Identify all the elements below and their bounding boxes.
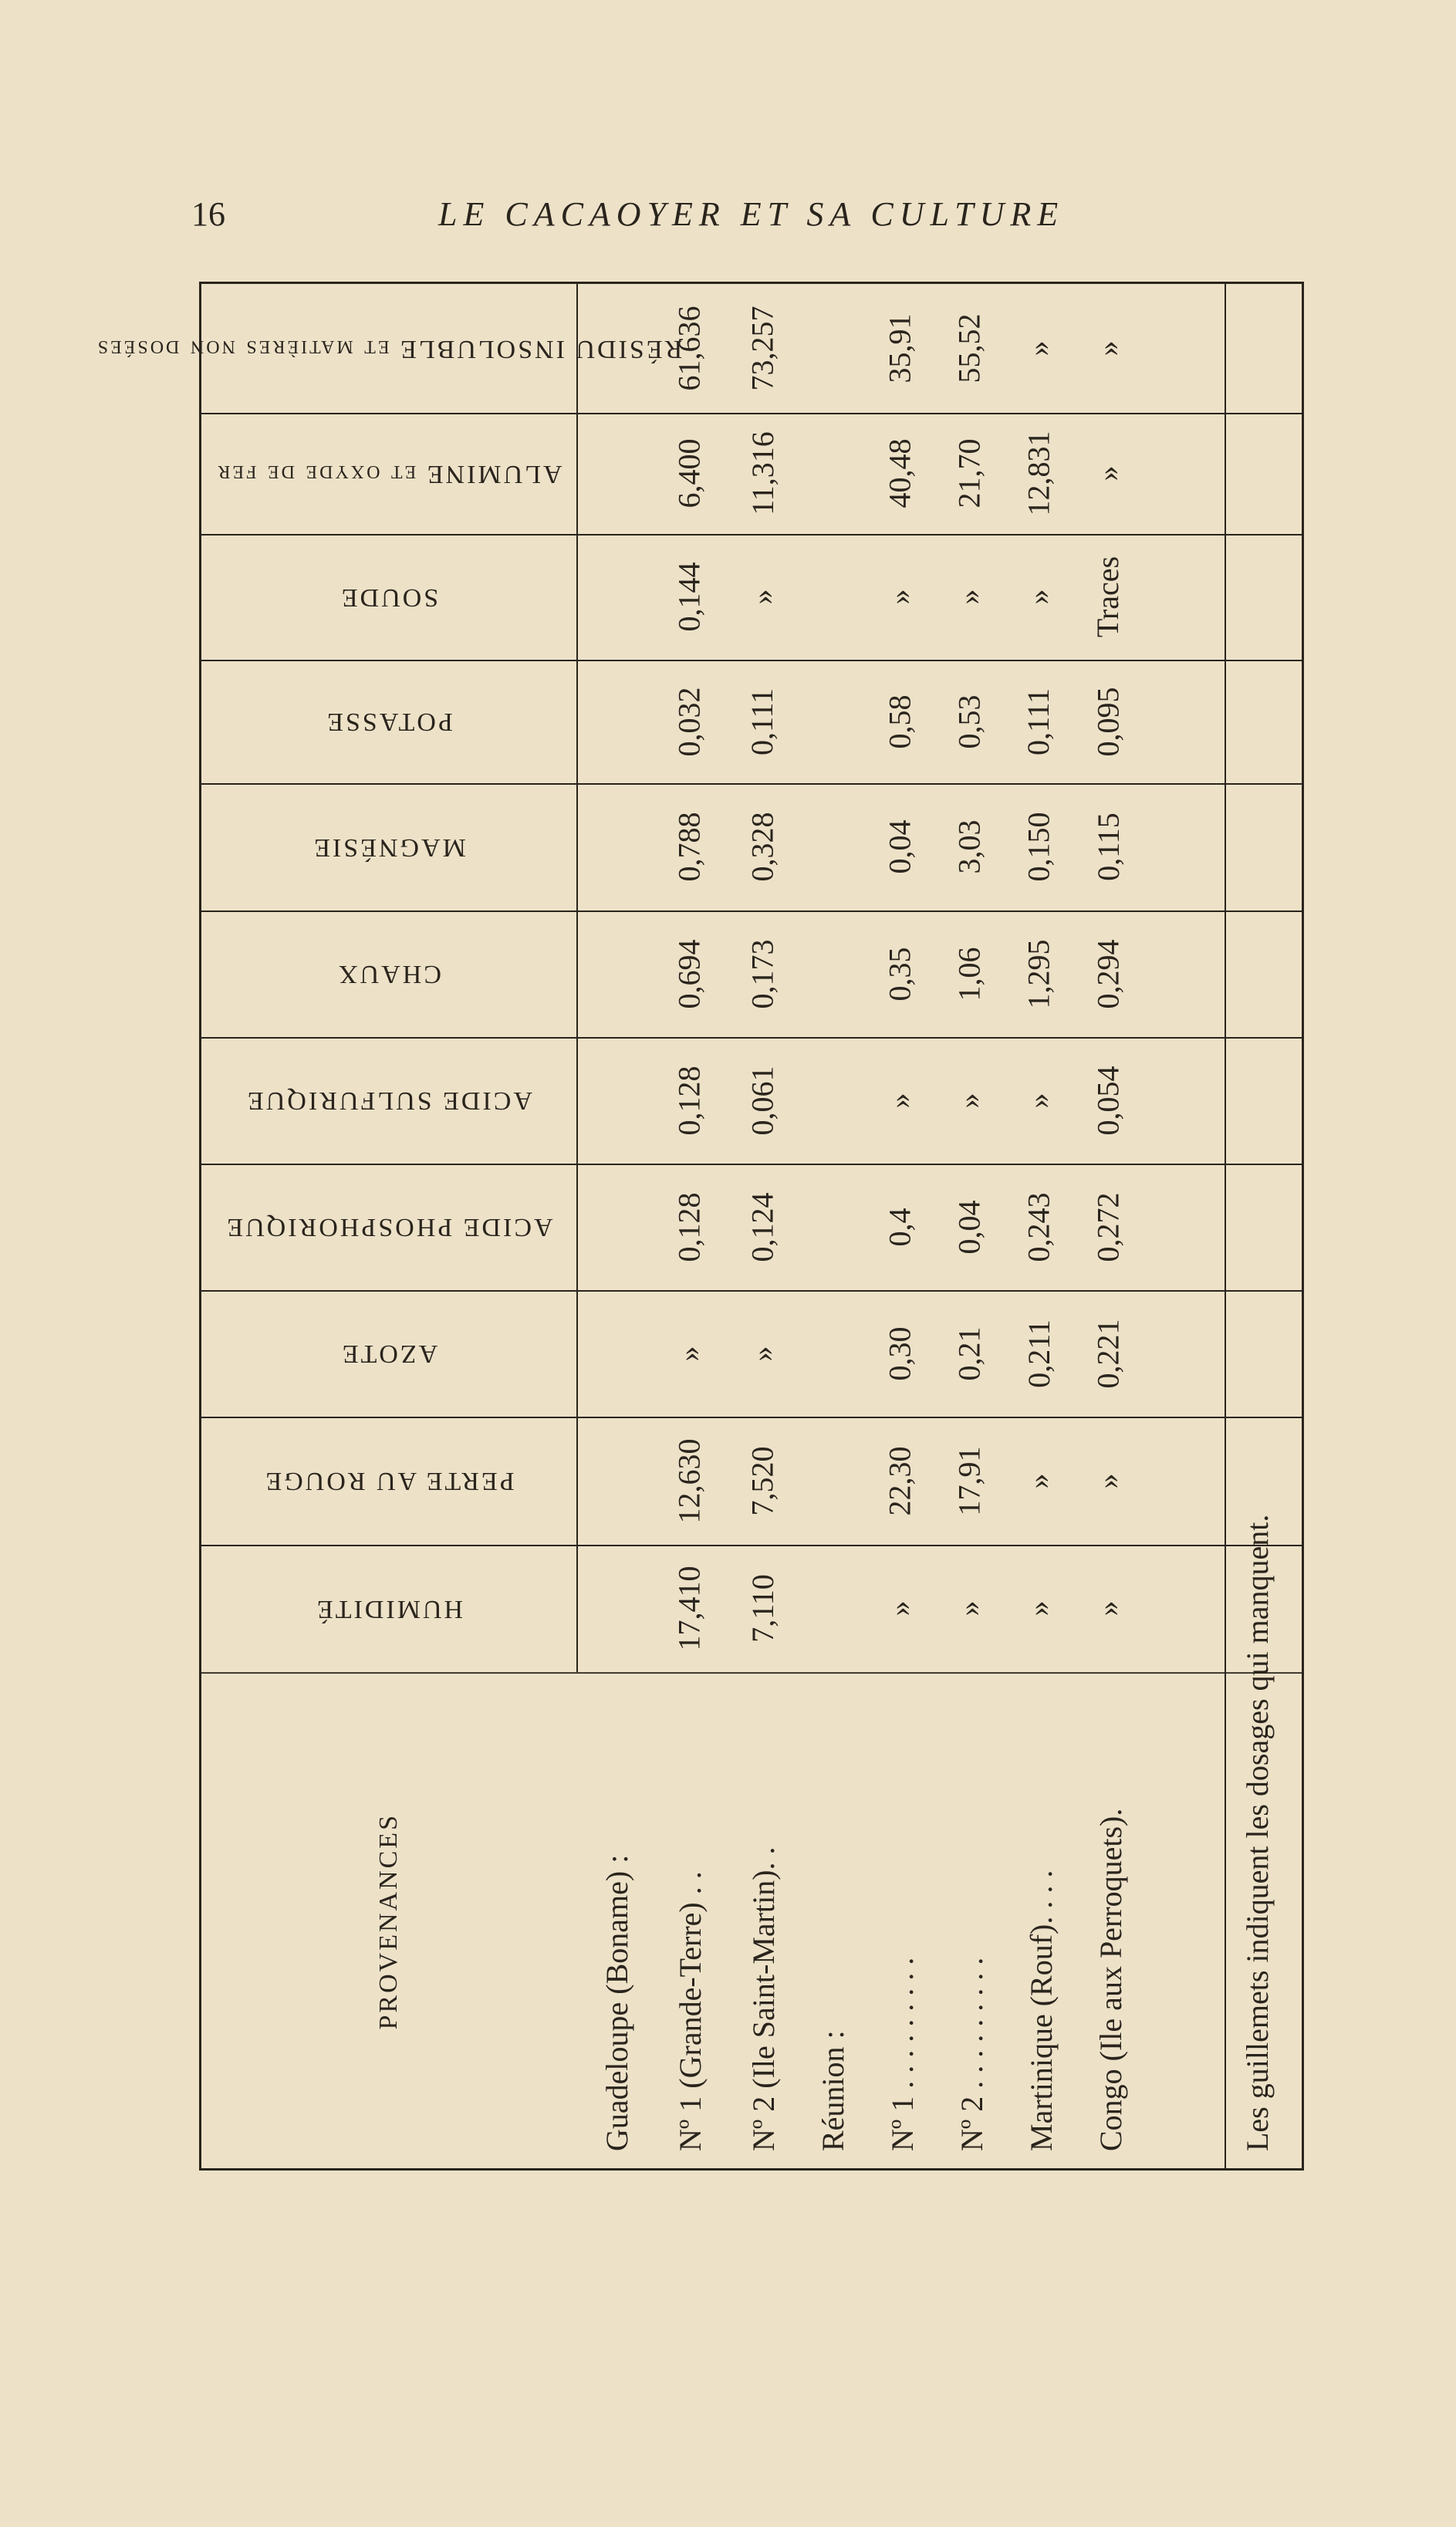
provenance-label: Nº 1 (Grande-Terre) . . xyxy=(673,1871,708,2151)
table-cell: » xyxy=(671,1346,707,1361)
table-cell: » xyxy=(1090,1600,1126,1617)
column-header-alumine: ALUMINE et oxyde de fer xyxy=(215,459,562,488)
provenance-label: Réunion : xyxy=(816,2030,850,2151)
column-header-acide-sulfurique: ACIDE SULFURIQUE xyxy=(245,1086,532,1116)
table-cell: 73,257 xyxy=(745,306,780,391)
table-cell: 0,243 xyxy=(1021,1192,1056,1262)
table-cell: » xyxy=(1021,340,1056,356)
table-cell: 0,211 xyxy=(1021,1319,1056,1388)
table-cell: 22,30 xyxy=(882,1446,917,1515)
table-cell: » xyxy=(1090,340,1126,356)
table-cell: 0,04 xyxy=(951,1200,987,1254)
header-cell xyxy=(201,1417,576,1545)
table-cell: 0,032 xyxy=(671,687,707,756)
table-cell: 55,52 xyxy=(951,313,987,383)
table-cell: » xyxy=(951,589,987,605)
table-cell: » xyxy=(1021,1600,1056,1617)
table-cell: » xyxy=(1090,1473,1126,1488)
table-cell: 0,294 xyxy=(1090,939,1126,1008)
table-cell: 0,128 xyxy=(671,1066,707,1135)
header-cell xyxy=(201,1672,576,2171)
header-cell xyxy=(201,660,576,783)
table-cell: 0,328 xyxy=(745,812,780,882)
table-cell: 0,4 xyxy=(882,1208,917,1246)
provenance-label: Nº 2 (Ile Saint-Martin). . xyxy=(746,1846,781,2151)
table-cell: 61,636 xyxy=(671,306,707,391)
table-cell: 0,111 xyxy=(1021,687,1056,755)
column-header-provenances: PROVENANCES xyxy=(373,1812,403,2030)
provenance-label: Nº 2 . . . . . . . . . xyxy=(954,1957,989,2151)
header-cell xyxy=(201,534,576,660)
table-cell: 6,400 xyxy=(671,438,707,508)
table-cell: 0,221 xyxy=(1090,1319,1126,1388)
table-cell: 0,150 xyxy=(1021,812,1056,882)
table-cell: 0,095 xyxy=(1090,687,1126,756)
header-cell xyxy=(201,1164,576,1290)
table-cell: » xyxy=(951,1600,987,1617)
header-cell xyxy=(201,1037,576,1164)
table-cell: 7,520 xyxy=(745,1446,780,1515)
table-cell: 0,21 xyxy=(951,1326,987,1380)
column-header-magnesie: MAGNÉSIE xyxy=(312,833,466,862)
table-cell: » xyxy=(1021,1093,1056,1108)
column-header-acide-phosphorique: ACIDE PHOSPHORIQUE xyxy=(225,1213,553,1242)
table-cell: 0,788 xyxy=(671,812,707,882)
footnote-separator xyxy=(1225,284,1226,2171)
column-header-perte-au-rouge: PERTE AU ROUGE xyxy=(263,1467,515,1496)
table-cell: 7,110 xyxy=(745,1574,780,1643)
table-cell: 0,694 xyxy=(671,939,707,1008)
table-cell: 0,58 xyxy=(882,694,917,748)
table-cell: » xyxy=(745,1346,780,1361)
column-header-azote: AZOTE xyxy=(340,1340,438,1369)
table-cell: 0,53 xyxy=(951,694,987,748)
column-header-potasse: POTASSE xyxy=(325,708,453,737)
table-cell: 0,061 xyxy=(745,1066,780,1135)
column-header-residu: RÉSIDU INSOLUBLE et matières non dosées xyxy=(95,334,683,363)
analysis-table xyxy=(95,282,1304,2171)
table-cell: 0,144 xyxy=(671,562,707,632)
header-separator xyxy=(576,284,578,1672)
provenance-label: Congo (Ile aux Perroquets). xyxy=(1093,1808,1128,2151)
column-header-humidite: HUMIDITÉ xyxy=(314,1594,464,1623)
column-header-soude: SOUDE xyxy=(339,583,439,612)
running-title: LE CACAOYER ET SA CULTURE xyxy=(438,195,1065,233)
table-cell: 11,316 xyxy=(745,431,780,515)
table-cell: » xyxy=(882,1093,917,1108)
table-cell: Traces xyxy=(1090,556,1126,638)
header-cell xyxy=(201,1290,576,1417)
column-header-chaux: CHAUX xyxy=(336,960,441,989)
table-cell: 21,70 xyxy=(951,438,987,508)
page-number: 16 xyxy=(191,195,225,233)
table-cell: » xyxy=(1021,1473,1056,1488)
table-cell: 0,115 xyxy=(1090,812,1126,881)
table-cell: 40,48 xyxy=(882,438,917,508)
table-cell: 35,91 xyxy=(882,313,917,383)
table-cell: 0,111 xyxy=(745,687,780,755)
header-cell xyxy=(201,1545,576,1672)
page-header xyxy=(191,194,1102,241)
table-cell: » xyxy=(1021,589,1056,605)
table-cell: » xyxy=(882,1600,917,1617)
table-cell: » xyxy=(1090,465,1126,481)
table-cell: 0,35 xyxy=(882,947,917,1001)
header-cell xyxy=(201,413,576,534)
table-cell: 0,272 xyxy=(1090,1192,1126,1262)
table-cell: » xyxy=(882,589,917,605)
table-cell: » xyxy=(951,1093,987,1108)
provenance-label: Nº 1 . . . . . . . . . xyxy=(885,1957,920,2151)
footnote: Les guillemets indiquent les dosages qui manquent. xyxy=(1240,1514,1275,2151)
provenance-label: Martinique (Rouf). . . . xyxy=(1024,1870,1059,2151)
table-cell: 0,128 xyxy=(671,1192,707,1262)
table-cell: 0,124 xyxy=(745,1192,780,1262)
table-cell: 3,03 xyxy=(951,819,987,874)
table-cell: 12,831 xyxy=(1021,431,1056,516)
table-cell: 12,630 xyxy=(671,1438,707,1523)
table-cell: » xyxy=(745,589,780,605)
table-cell: 1,06 xyxy=(951,947,987,1001)
header-cell xyxy=(201,910,576,1037)
table-cell: 0,054 xyxy=(1090,1066,1126,1135)
table-cell: 0,173 xyxy=(745,939,780,1008)
table-cell: 0,04 xyxy=(882,819,917,874)
header-cell xyxy=(201,783,576,910)
header-cell xyxy=(95,284,683,413)
table-cell: 17,91 xyxy=(951,1446,987,1515)
table-cell: 17,410 xyxy=(671,1566,707,1651)
provenance-label: Guadeloupe (Boname) : xyxy=(600,1854,634,2151)
table-cell: 1,295 xyxy=(1021,939,1056,1008)
table-cell: 0,30 xyxy=(882,1326,917,1380)
